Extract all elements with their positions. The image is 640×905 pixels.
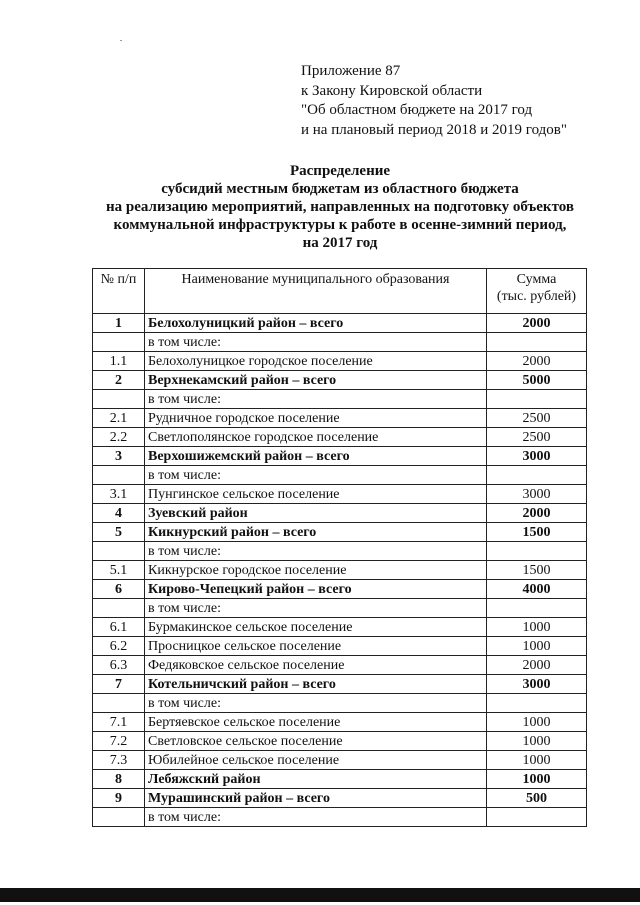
row-name: в том числе: — [145, 390, 487, 409]
row-sum: 3000 — [487, 447, 587, 466]
table-row — [93, 523, 587, 542]
row-name: Кикнурское городское поселение — [145, 561, 487, 580]
row-sum: 3000 — [487, 485, 587, 504]
table-row — [93, 808, 587, 827]
row-num: 6.1 — [93, 618, 145, 637]
title-line-4: коммунальной инфраструктуры к работе в осенне-зимний период, — [113, 217, 567, 233]
header-name: Наименование муниципального образования — [145, 269, 487, 314]
row-sum — [487, 599, 587, 618]
subsidy-table — [92, 268, 587, 827]
row-name: в том числе: — [145, 694, 487, 713]
row-num: 4 — [93, 504, 145, 523]
row-name: Федяковское сельское поселение — [145, 656, 487, 675]
row-name: Светловское сельское поселение — [145, 732, 487, 751]
table-row — [93, 466, 587, 485]
table-row — [93, 751, 587, 770]
table-row — [93, 789, 587, 808]
table-body — [93, 314, 587, 827]
row-name: Верхнекамский район – всего — [145, 371, 487, 390]
row-num: 5.1 — [93, 561, 145, 580]
row-name: в том числе: — [145, 808, 487, 827]
table-row — [93, 599, 587, 618]
table-row — [93, 713, 587, 732]
row-num — [93, 466, 145, 485]
row-name: Кикнурский район – всего — [145, 523, 487, 542]
row-num: 2 — [93, 371, 145, 390]
row-num: 2.1 — [93, 409, 145, 428]
row-sum: 5000 — [487, 371, 587, 390]
table-row — [93, 390, 587, 409]
row-name: Светлополянское городское поселение — [145, 428, 487, 447]
table-row — [93, 333, 587, 352]
row-num: 6.3 — [93, 656, 145, 675]
table-row — [93, 732, 587, 751]
row-sum: 2000 — [487, 352, 587, 371]
row-sum: 500 — [487, 789, 587, 808]
row-sum: 1000 — [487, 713, 587, 732]
row-name: Просницкое сельское поселение — [145, 637, 487, 656]
row-sum: 1500 — [487, 523, 587, 542]
row-name: Кирово-Чепецкий район – всего — [145, 580, 487, 599]
row-sum: 2000 — [487, 656, 587, 675]
row-name: в том числе: — [145, 542, 487, 561]
title-line-2: субсидий местным бюджетам из областного бюджета — [161, 181, 519, 197]
row-num — [93, 599, 145, 618]
table-row — [93, 561, 587, 580]
row-num — [93, 694, 145, 713]
annex-law-period: и на плановый период 2018 и 2019 годов" — [301, 121, 567, 138]
row-num: 5 — [93, 523, 145, 542]
row-num: 7 — [93, 675, 145, 694]
row-num: 7.2 — [93, 732, 145, 751]
header-sum-line1: Сумма — [516, 272, 557, 287]
row-sum: 2500 — [487, 409, 587, 428]
row-num: 1 — [93, 314, 145, 333]
row-name: Лебяжский район — [145, 770, 487, 789]
table-row — [93, 580, 587, 599]
table-row — [93, 694, 587, 713]
row-num: 6.2 — [93, 637, 145, 656]
row-sum — [487, 694, 587, 713]
row-name: Бурмакинское сельское поселение — [145, 618, 487, 637]
row-name: Зуевский район — [145, 504, 487, 523]
row-sum — [487, 808, 587, 827]
row-name: Верхошижемский район – всего — [145, 447, 487, 466]
row-sum — [487, 333, 587, 352]
row-name: в том числе: — [145, 333, 487, 352]
annex-header — [301, 62, 567, 140]
row-sum: 4000 — [487, 580, 587, 599]
row-name: Белохолуницкий район – всего — [145, 314, 487, 333]
table-row — [93, 542, 587, 561]
row-sum: 1000 — [487, 637, 587, 656]
title-line-5: на 2017 год — [302, 235, 378, 251]
row-name: Пунгинское сельское поселение — [145, 485, 487, 504]
row-sum: 2000 — [487, 504, 587, 523]
header-num: № п/п — [93, 269, 145, 314]
row-num: 1.1 — [93, 352, 145, 371]
row-sum: 2000 — [487, 314, 587, 333]
row-name: в том числе: — [145, 466, 487, 485]
row-name: Белохолуницкое городское поселение — [145, 352, 487, 371]
row-num: 7.1 — [93, 713, 145, 732]
row-num — [93, 542, 145, 561]
header-sum — [487, 269, 587, 314]
table-row — [93, 770, 587, 789]
row-num — [93, 808, 145, 827]
row-sum — [487, 390, 587, 409]
table-row — [93, 428, 587, 447]
row-sum: 1000 — [487, 732, 587, 751]
row-sum: 2500 — [487, 428, 587, 447]
table-row — [93, 314, 587, 333]
row-sum — [487, 466, 587, 485]
row-num: 9 — [93, 789, 145, 808]
table-row — [93, 504, 587, 523]
annex-law-title: "Об областном бюджете на 2017 год — [301, 102, 533, 118]
row-sum: 1500 — [487, 561, 587, 580]
annex-law-ref: к Закону Кировской области — [301, 82, 483, 99]
scan-bottom-edge — [0, 888, 640, 902]
table-row — [93, 485, 587, 504]
table-row — [93, 656, 587, 675]
table-row — [93, 352, 587, 371]
title-line-3: на реализацию мероприятий, направленных на подготовку объектов — [106, 199, 574, 215]
row-name: Бертяевское сельское поселение — [145, 713, 487, 732]
header-sum-line2: (тыс. рублей) — [496, 289, 577, 304]
row-num — [93, 333, 145, 352]
row-sum: 3000 — [487, 675, 587, 694]
title-line-1: Распределение — [289, 163, 391, 179]
row-num: 7.3 — [93, 751, 145, 770]
scan-speck — [120, 40, 122, 41]
table-header-row — [93, 269, 587, 314]
row-sum: 1000 — [487, 770, 587, 789]
row-num: 2.2 — [93, 428, 145, 447]
row-num: 8 — [93, 770, 145, 789]
row-num: 6 — [93, 580, 145, 599]
table-row — [93, 637, 587, 656]
row-num: 3.1 — [93, 485, 145, 504]
table-row — [93, 618, 587, 637]
row-sum: 1000 — [487, 751, 587, 770]
row-name: Мурашинский район – всего — [145, 789, 487, 808]
row-name: Котельничский район – всего — [145, 675, 487, 694]
row-name: Рудничное городское поселение — [145, 409, 487, 428]
row-sum: 1000 — [487, 618, 587, 637]
annex-number: Приложение 87 — [301, 63, 401, 79]
table-row — [93, 371, 587, 390]
row-sum — [487, 542, 587, 561]
row-name: в том числе: — [145, 599, 487, 618]
row-name: Юбилейное сельское поселение — [145, 751, 487, 770]
table-row — [93, 447, 587, 466]
row-num — [93, 390, 145, 409]
document-title — [40, 162, 640, 252]
row-num: 3 — [93, 447, 145, 466]
table-row — [93, 675, 587, 694]
table-row — [93, 409, 587, 428]
